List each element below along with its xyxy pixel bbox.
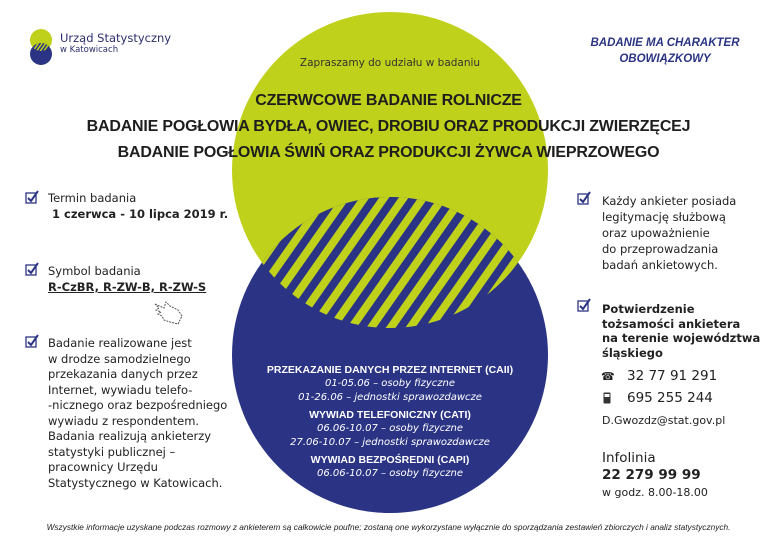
- confirm-line: śląskiego: [602, 345, 663, 360]
- interviewer-line: oraz upoważnienie: [602, 226, 710, 240]
- term-value: 1 czerwca - 10 lipca 2019 r.: [52, 207, 229, 221]
- schedule-line: 27.06-10.07 – jednostki sprawozdawcze: [290, 437, 490, 448]
- confirm-line: na terenie województwa: [602, 331, 761, 345]
- headline-1: CZERWCOWE BADANIE ROLNICZE: [255, 92, 522, 109]
- hotline-hours: w godz. 8.00-18.00: [602, 486, 708, 499]
- method-line: pracownicy Urzędu: [48, 460, 158, 474]
- method-line: Internet, wywiadu telefo-: [48, 382, 193, 397]
- hotline-number[interactable]: 22 279 99 99: [602, 467, 701, 483]
- interviewer-line: Każdy ankieter posiada: [602, 194, 737, 208]
- logo: [60, 32, 171, 55]
- schedule-line: 01-05.06 – osoby fizyczne: [324, 378, 456, 389]
- schedule-line: 01-26.06 – jednostki sprawozdawcze: [298, 392, 482, 403]
- schedule-heading-caii: PRZEKAZANIE DANYCH PRZEZ INTERNET (CAII): [266, 364, 514, 376]
- schedule-heading-cati: WYWIAD TELEFONICZNY (CATI): [309, 409, 471, 421]
- hotline-label: Infolinia: [602, 450, 656, 466]
- method-line: -nicznego oraz bezpośredniego: [48, 398, 228, 412]
- checkbox-icon: [25, 262, 39, 276]
- mandatory-line-2: OBOWIĄZKOWY: [619, 53, 711, 65]
- confirm-line: tożsamości ankietera: [602, 316, 741, 331]
- method-line: Badania realizują ankieterzy: [48, 429, 212, 443]
- method-description: [48, 336, 227, 491]
- interviewer-line: badań ankietowych.: [602, 258, 718, 272]
- method-line: wywiadu z respondentem.: [48, 413, 200, 428]
- symbol-value[interactable]: R-CzBR, R-ZW-B, R-ZW-S: [48, 280, 207, 294]
- method-line: w drodze samodzielnego: [48, 351, 191, 366]
- headline-3: BADANIE POGŁOWIA ŚWIŃ ORAZ PRODUKCJI ŻYWCA WIEPRZOWEGO: [117, 144, 660, 161]
- checkbox-icon: [577, 298, 591, 312]
- logo-subtitle: w Katowicach: [60, 45, 119, 55]
- method-line: statystyki publicznej –: [48, 444, 176, 459]
- method-line: Statystycznego w Katowicach.: [48, 475, 223, 490]
- schedule-heading-capi: WYWIAD BEZPOŚREDNI (CAPI): [310, 454, 470, 466]
- mandatory-notice: [565, 35, 765, 67]
- mobile-phone-icon: [603, 392, 611, 404]
- checkbox-icon: [25, 190, 39, 204]
- mobile-number[interactable]: 695 255 244: [627, 390, 713, 406]
- confidentiality-footer: Wszystkie informacje uzyskane podczas rozmowy z ankieterem są całkowicie poufne; zostaną one wykorzystane wyłącznie do sporządzania zestawień zbiorczych i analiz statystycznych.: [46, 522, 731, 532]
- interviewer-line: legitymację służbową: [602, 210, 726, 224]
- phone-icon: ☎: [601, 370, 615, 383]
- logo-title: Urząd Statystyczny: [60, 31, 172, 45]
- method-line: Badanie realizowane jest: [48, 336, 192, 350]
- pointing-hand-icon: [152, 298, 186, 328]
- interviewer-info: [602, 193, 736, 273]
- confirm-line: Potwierdzenie: [602, 302, 695, 316]
- schedule: [260, 363, 520, 481]
- invite-text: Zapraszamy do udziału w badaniu: [299, 57, 481, 69]
- mandatory-line-1: BADANIE MA CHARAKTER: [590, 37, 740, 49]
- method-line: przekazania danych przez: [48, 367, 198, 381]
- symbol-label: Symbol badania: [48, 264, 141, 278]
- schedule-line: 06.06-10.07 – osoby fizyczne: [317, 423, 463, 434]
- identity-confirmation: [602, 302, 760, 360]
- checkbox-icon: [577, 191, 591, 205]
- email-link[interactable]: D.Gwozdz@stat.gov.pl: [602, 414, 726, 427]
- term-label: Termin badania: [48, 191, 137, 205]
- interviewer-line: do przeprowadzania: [602, 242, 719, 256]
- phone-number[interactable]: 32 77 91 291: [627, 368, 718, 384]
- headline-2: BADANIE POGŁOWIA BYDŁA, OWIEC, DROBIU ORAZ PRODUKCJI ZWIERZĘCEJ: [86, 118, 691, 135]
- checkbox-icon: [25, 334, 39, 348]
- schedule-line: 06.06-10.07 – osoby fizyczne: [317, 468, 463, 479]
